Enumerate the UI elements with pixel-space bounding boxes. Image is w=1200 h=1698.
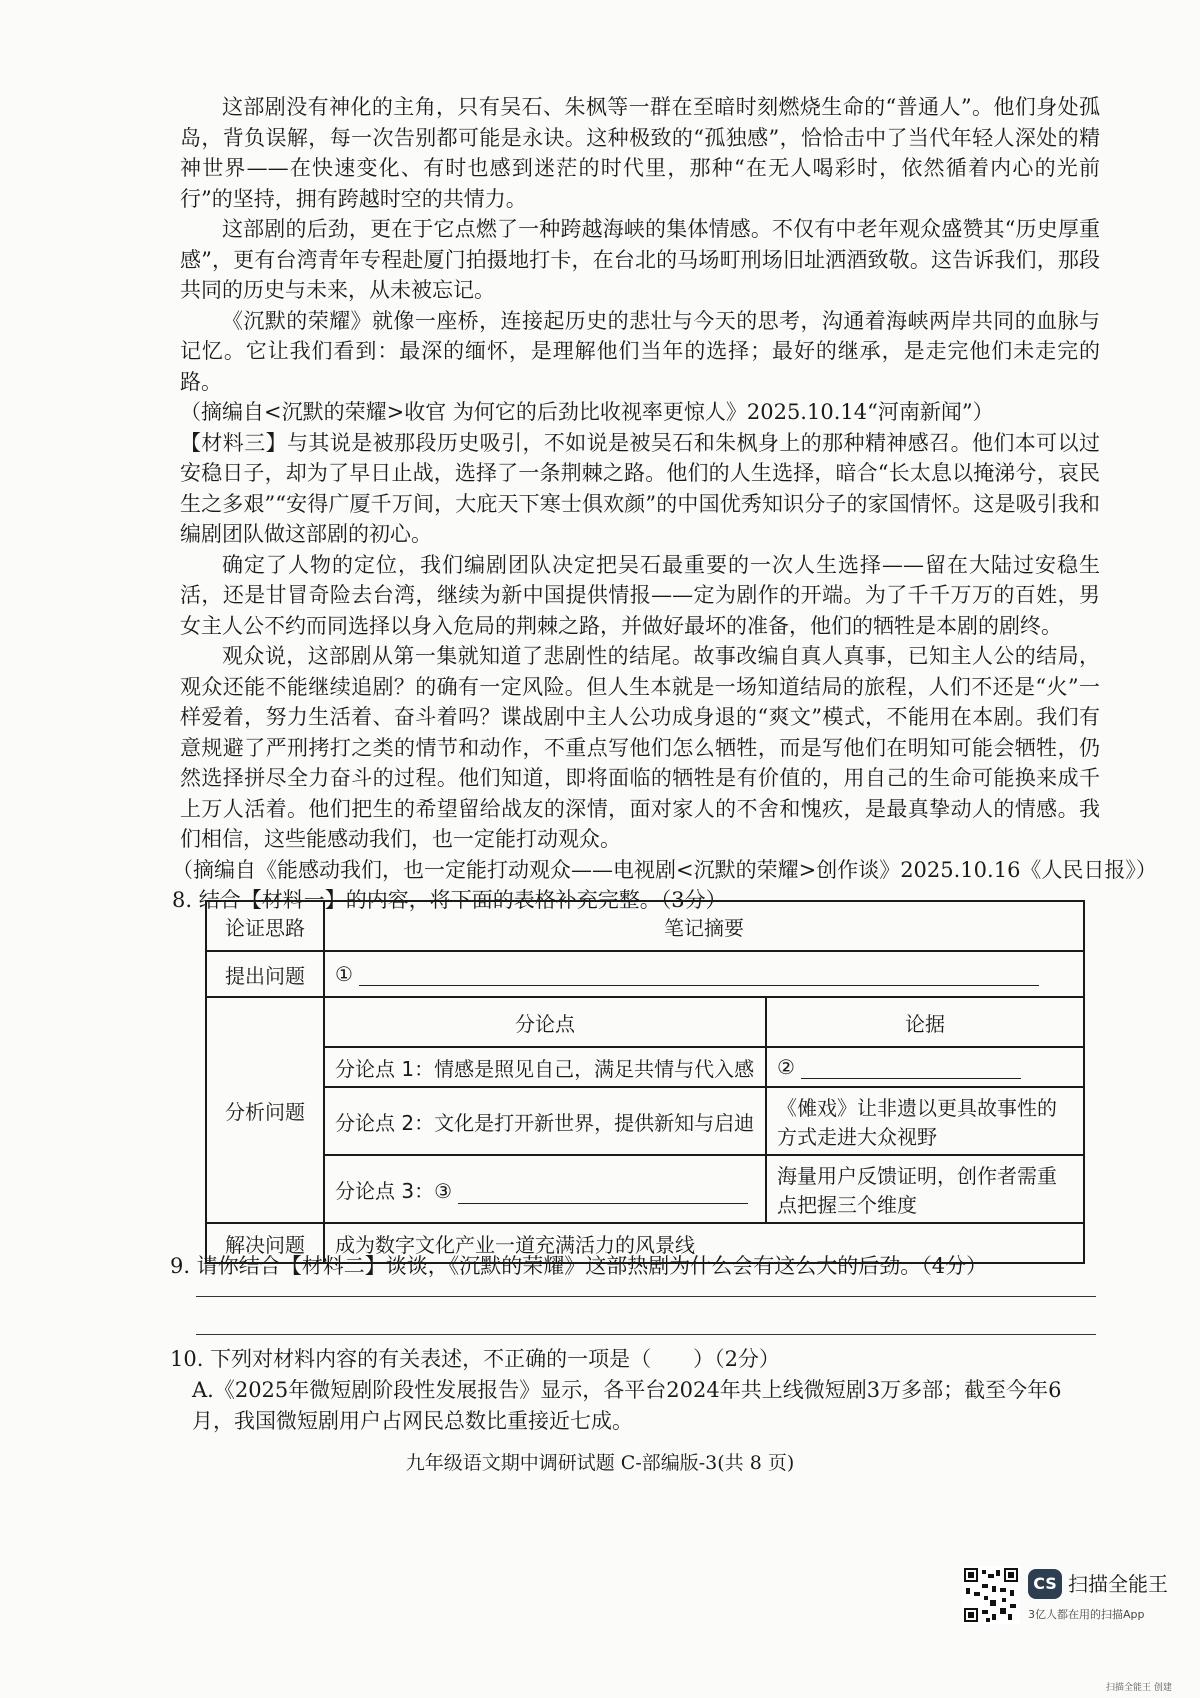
sub-point-3-label: 分论点 3：③	[335, 1178, 453, 1203]
answer-line[interactable]	[196, 1296, 1096, 1297]
question-10-block	[170, 1344, 1100, 1437]
source-citation: （摘编自<沉默的荣耀>收官 为何它的后劲比收视率更惊人》2025.10.14“河南新闻”）	[180, 400, 994, 424]
brand-name: 扫描全能王	[1068, 1572, 1168, 1596]
page-footer: 九年级语文期中调研试题 C-部编版-3(共 8 页)	[405, 1452, 795, 1474]
header-notes: 笔记摘要	[324, 901, 1084, 951]
paragraph: 《沉默的荣耀》就像一座桥，连接起历史的悲壮与今天的思考，沟通着海峡两岸共同的血脉与记忆。它让我们看到：最深的缅怀，是理解他们当年的选择；最好的继承，是走完他们未走完的路。	[180, 308, 1100, 394]
option-a: A.《2025年微短剧阶段性发展报告》显示，各平台2024年共上线微短剧3万多部；截至今年6月，我国微短剧用户占网民总数比重接近七成。	[192, 1378, 1062, 1433]
blank-1-marker: ①	[335, 962, 353, 986]
blank-1-line[interactable]	[359, 985, 1039, 986]
paragraph: 确定了人物的定位，我们编剧团队决定把吴石最重要的一次人生选择——留在大陆过安稳生活，还是甘冒奇险去台湾，继续为新中国提供情报——定为剧作的开端。为了千千万万的百姓，男女主人公不约而同选择以身入危局的荆棘之路，并做好最坏的准备，他们的牺牲是本剧的剧终。	[180, 552, 1100, 638]
row-analyze-question: 分析问题	[206, 997, 324, 1223]
header-evidence: 论据	[766, 997, 1084, 1047]
source-citation: （摘编自《能感动我们，也一定能打动观众——电视剧<沉默的荣耀>创作谈》2025.10.16《人民日报》）	[172, 857, 1157, 882]
question-9: 9. 请你结合【材料二】谈谈，《沉默的荣耀》这部热剧为什么会有这么大的后劲。（4分）	[170, 1254, 988, 1278]
blank-2-cell[interactable]	[766, 1047, 1084, 1087]
header-sub-point: 分论点	[324, 997, 766, 1047]
solve-content: 成为数字文化产业一道充满活力的风景线	[324, 1223, 1084, 1263]
blank-3-cell[interactable]	[324, 1155, 766, 1223]
paragraph: 这部剧没有神化的主角，只有吴石、朱枫等一群在至暗时刻燃烧生命的“普通人”。他们身处孤岛，背负误解，每一次告别都可能是永诀。这种极致的“孤独感”，恰恰击中了当代年轻人深处的精神世界——在快速变化、有时也感到迷茫的时代里，那种“在无人喝彩时，依然循着内心的光前行”的坚持，拥有跨越时空的共情力。	[180, 95, 1100, 211]
brand-tagline: 3亿人都在用的扫描App	[1028, 1608, 1145, 1621]
question-8: 8. 结合【材料一】的内容，将下面的表格补充完整。（3分）	[172, 888, 727, 912]
evidence-2: 《傩戏》让非遗以更具故事性的方式走进大众视野	[766, 1087, 1084, 1155]
blank-2-line[interactable]	[801, 1078, 1021, 1079]
header-logic: 论证思路	[206, 901, 324, 951]
sub-point-2: 分论点 2：文化是打开新世界，提供新知与启迪	[324, 1087, 766, 1155]
cs-logo-icon: CS	[1028, 1569, 1062, 1599]
notes-table	[205, 900, 1085, 1264]
qr-code-icon	[962, 1566, 1020, 1624]
question-10: 10. 下列对材料内容的有关表述，不正确的一项是（ ）（2分）	[170, 1347, 780, 1371]
corner-watermark: 扫描全能王 创建	[1106, 1683, 1172, 1693]
reading-passage	[172, 92, 1157, 916]
scanner-badge	[962, 1566, 1182, 1646]
sub-point-1: 分论点 1：情感是照见自己，满足共情与代入感	[324, 1047, 766, 1087]
blank-1-cell[interactable]	[324, 951, 1084, 997]
paragraph: 观众说，这部剧从第一集就知道了悲剧性的结尾。故事改编自真人真事，已知主人公的结局，观众还能不能继续追剧？的确有一定风险。但人生本就是一场知道结局的旅程，人们不还是“火”一样爱着，努力生活着、奋斗着吗？谍战剧中主人公功成身退的“爽文”模式，不能用在本剧。我们有意规避了严刑拷打之类的情节和动作，不重点写他们怎么牺牲，而是写他们在明知可能会牺牲，仍然选择拼尽全力奋斗的过程。他们知道，即将面临的牺牲是有价值的，用自己的生命可能换来成千上万人活着。他们把生的希望留给战友的深情，面对家人的不舍和愧疚，是最真挚动人的情感。我们相信，这些能感动我们，也一定能打动观众。	[180, 644, 1100, 851]
material-three-paragraph: 【材料三】与其说是被那段历史吸引，不如说是被吴石和朱枫身上的那种精神感召。他们本可以过安稳日子，却为了早日止战，选择了一条荆棘之路。他们的人生选择，暗合“长太息以掩涕兮，哀民生之多艰”“安得广厦千万间，大庇天下寒士俱欢颜”的中国优秀知识分子的家国情怀。这是吸引我和编剧团队做这部剧的初心。	[180, 430, 1100, 546]
answer-line[interactable]	[196, 1334, 1096, 1335]
blank-2-marker: ②	[777, 1055, 795, 1079]
evidence-3: 海量用户反馈证明，创作者需重点把握三个维度	[766, 1155, 1084, 1223]
paragraph: 这部剧的后劲，更在于它点燃了一种跨越海峡的集体情感。不仅有中老年观众盛赞其“历史厚重感”，更有台湾青年专程赴厦门拍摄地打卡，在台北的马场町刑场旧址洒酒致敬。这告诉我们，那段共同的历史与未来，从未被忘记。	[180, 217, 1100, 302]
blank-3-line[interactable]	[458, 1203, 748, 1204]
row-solve-question: 解决问题	[206, 1223, 324, 1263]
row-raise-question: 提出问题	[206, 951, 324, 997]
